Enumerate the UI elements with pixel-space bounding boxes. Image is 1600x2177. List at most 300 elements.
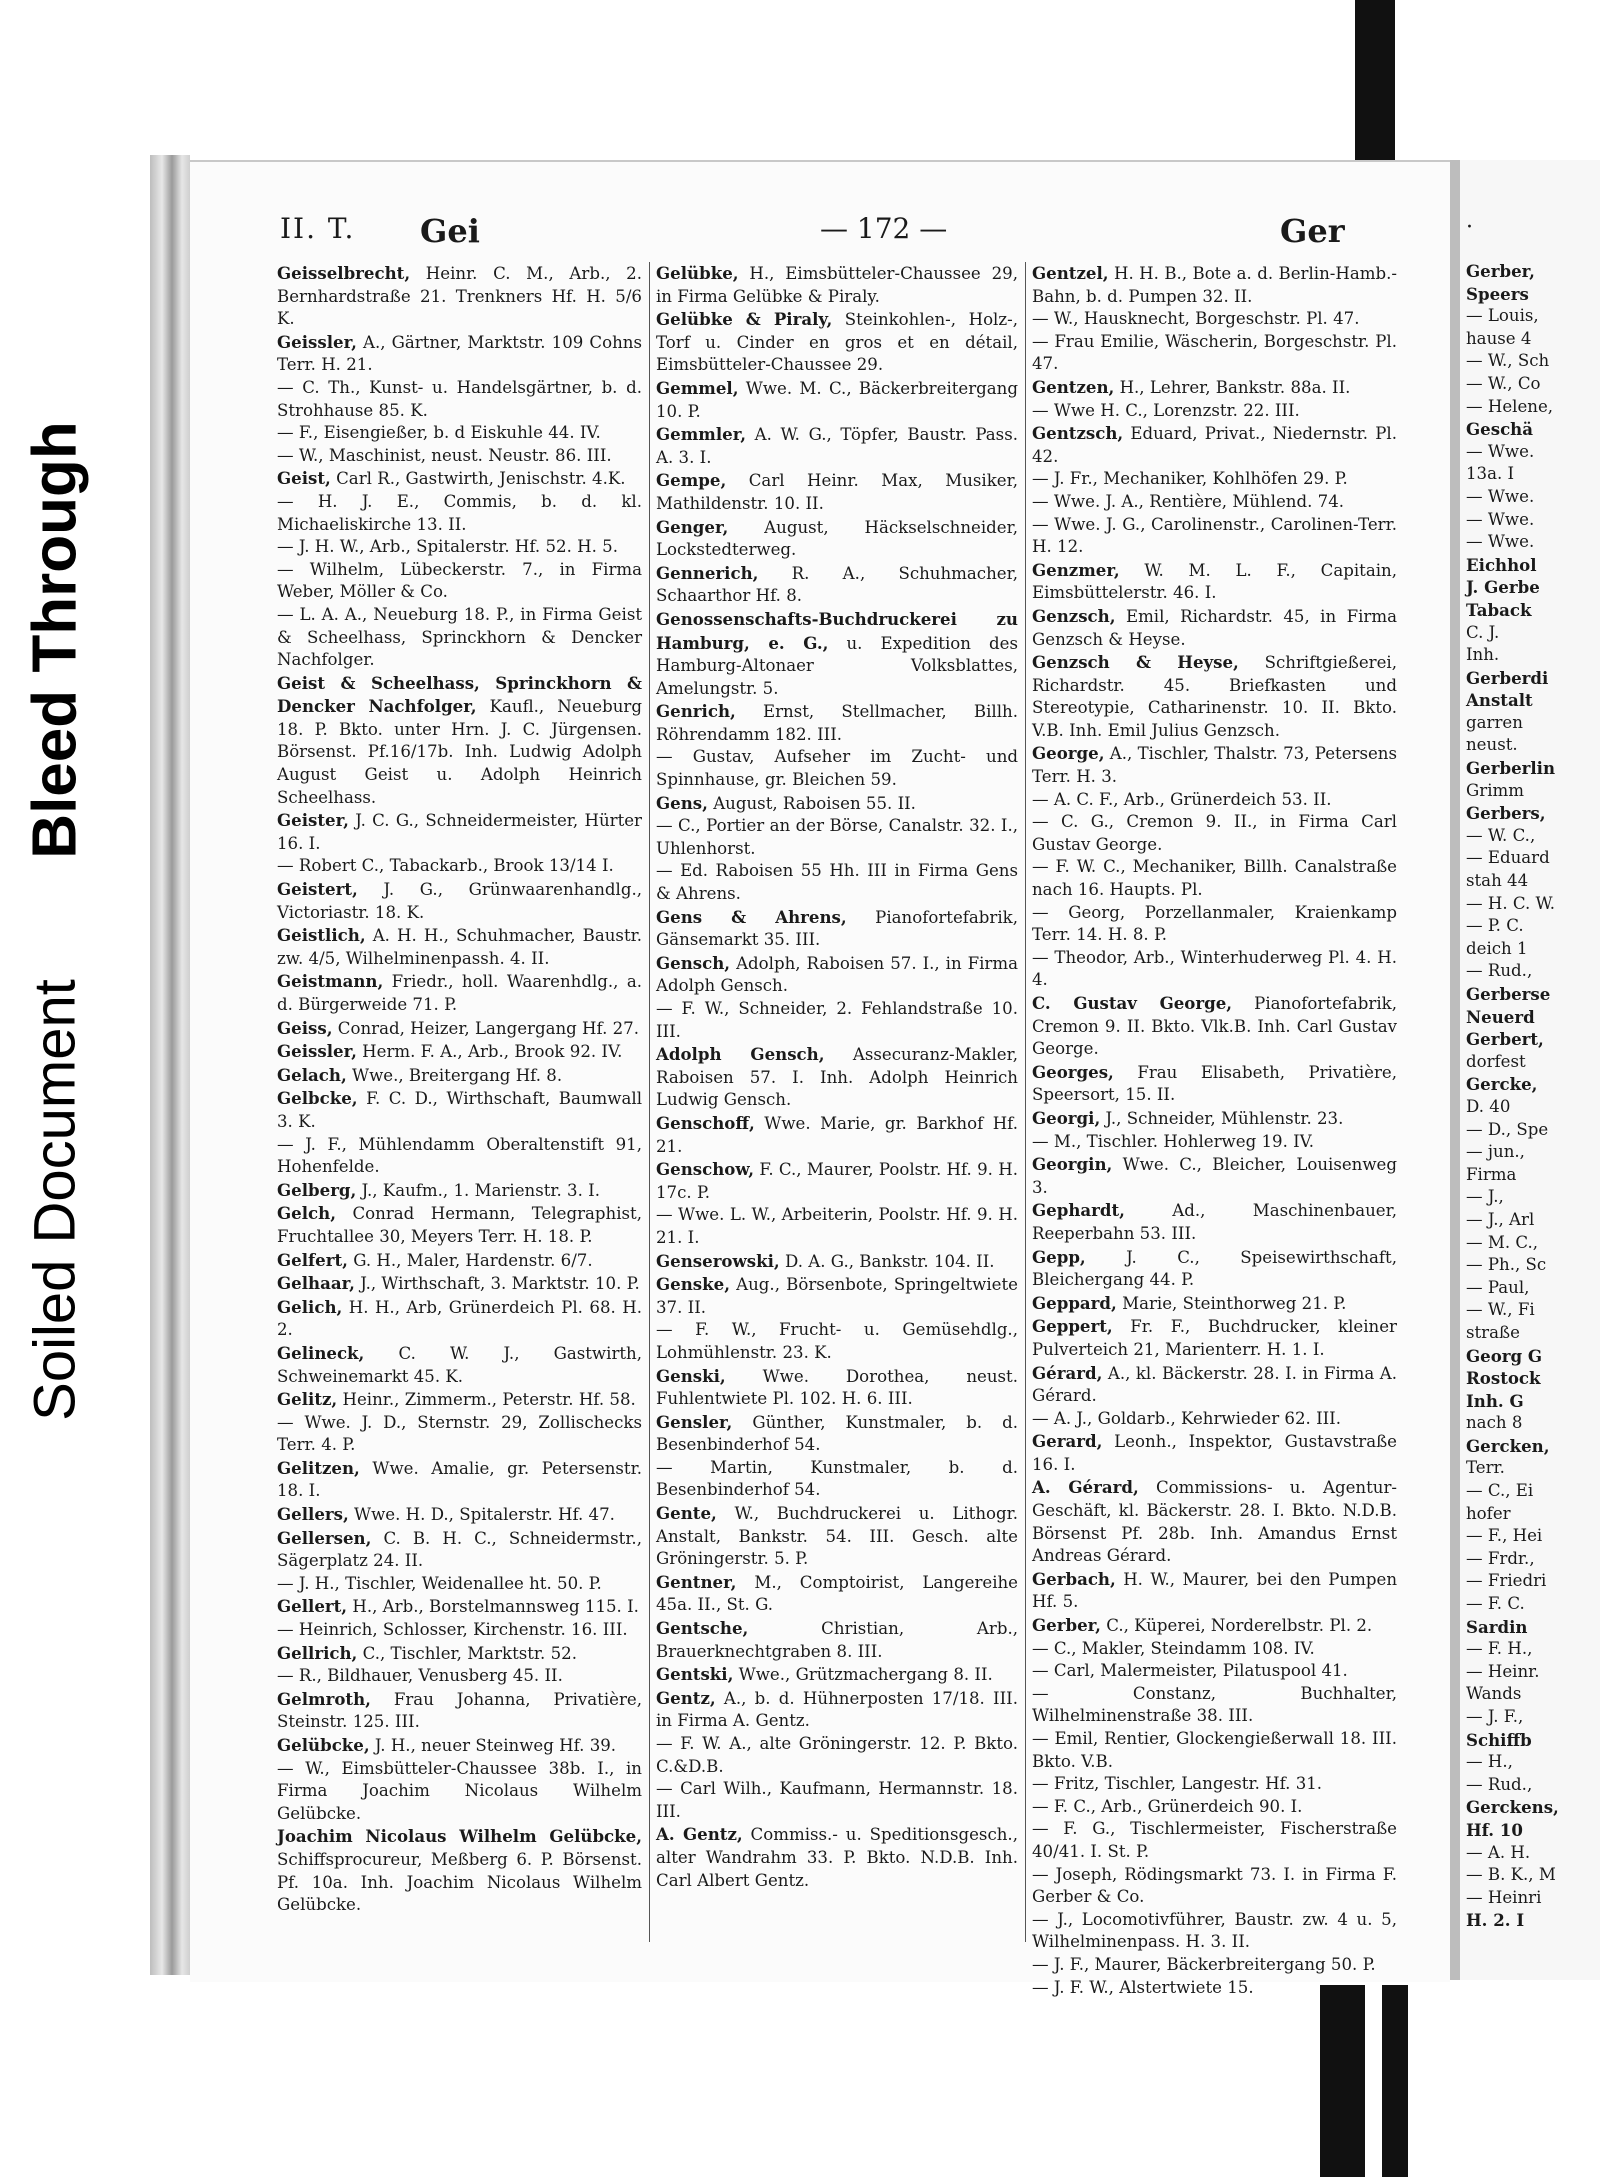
right-page-line: Gerberdi [1466,667,1549,688]
entry-details: — F. W., Schneider, 2. Fehlandstraße 10. III. [656,999,1018,1041]
directory-entry [277,377,642,422]
entry-details: Adolph, Raboisen 57. I., in Firma Adolph Gensch. [656,953,1018,996]
entry-details: — A. J., Goldarb., Kehrwieder 62. III. [1032,1408,1342,1428]
entry-name: Gerber, [1032,1615,1101,1636]
side-stamp-area [0,0,110,2177]
entry-details: Friedr., holl. Waarenhdlg., a. d. Bürgerweide 71. P. [277,972,642,1014]
directory-entry [277,536,642,559]
entry-details: Wwe. Marie, gr. Barkhof Hf. 21. [656,1113,1018,1156]
right-page-line: Gerberse [1466,984,1551,1004]
entry-details: J., Wirthschaft, 3. Marktstr. 10. P. [360,1274,640,1294]
entry-details: Leonh., Inspektor, Gustavstraße 16. I. [1032,1432,1397,1474]
right-page-line: Neuerd [1466,1006,1535,1027]
entry-details: — J., Locomotivführer, Baustr. zw. 4 u. 5, Wilhelminenpass. H. 3. II. [1032,1909,1397,1952]
right-page-line: — D., Spe [1466,1119,1549,1139]
directory-entry [1032,1683,1397,1728]
directory-entry [277,1202,642,1248]
entry-name: Gelach, [277,1064,347,1085]
entry-details: C. W. J., Gastwirth, Schweinemarkt 45. K. [277,1343,643,1386]
right-page-line: dorfest [1466,1051,1526,1071]
directory-entry [1032,992,1397,1061]
directory-entry [656,1502,1018,1571]
directory-entry [1032,947,1397,992]
right-page-line: Anstalt [1466,690,1533,711]
entry-name: Gellers, [277,1504,349,1525]
right-page-line: Hf. 10 [1466,1819,1523,1840]
right-page-line: Geschä [1466,419,1533,440]
directory-entry [277,1342,642,1388]
right-page-column [1466,260,1600,1932]
directory-entry [656,860,1018,905]
right-page-line: Rostock [1466,1368,1541,1389]
directory-entry [1032,1773,1397,1796]
entry-details: — Emil, Rentier, Glockengießerwall 18. III. Bkto. V.B. [1032,1729,1397,1771]
entry-name: Gentzel, [1032,263,1109,283]
right-page-line: Gercken, [1466,1435,1550,1456]
directory-entry [277,1272,642,1296]
entry-name: Gelübcke, [277,1735,370,1755]
entry-details: — W., Hausknecht, Borgeschstr. Pl. 47. [1032,309,1360,329]
entry-name: Gelmroth, [277,1688,371,1709]
directory-entry [1032,1476,1397,1567]
binding-shadow-bottom [1320,1985,1365,2177]
right-page-line: — F. H., [1466,1639,1533,1659]
entry-name: Geist, [277,468,331,489]
entry-details: H. W., Maurer, bei den Pumpen Hf. 5. [1032,1569,1398,1612]
directory-entry [277,809,642,855]
entry-name: Gentsche, [656,1618,749,1639]
right-page-line: — Rud., [1466,1774,1533,1794]
right-page-line: Sardin [1466,1616,1528,1637]
right-page-line: Gerbert, [1466,1029,1544,1050]
entry-details: Ernst, Stellmacher, Billh. Röhrendamm 182. III. [656,702,1018,744]
entry-details: — Joseph, Rödingsmarkt 73. I. in Firma F. Gerber & Co. [1032,1864,1397,1907]
directory-entry [1032,856,1397,901]
entry-details: — Carl Wilh., Kaufmann, Hermannstr. 18. III. [656,1779,1018,1821]
entry-details: Wwe. Dorothea, neust. Fuhlentwiete Pl. 102. H. 6. III. [656,1366,1018,1409]
directory-entry [656,469,1018,515]
directory-entry [277,262,642,331]
directory-entry [277,1179,642,1203]
entry-details: H., Arb., Borstelmannsweg 115. I. [352,1597,639,1617]
right-page-line: Gerberlin [1466,758,1556,779]
directory-entry [277,970,642,1016]
entry-name: Gérard, [1032,1362,1103,1383]
entry-details: Günther, Kunstmaler, b. d. Besenbinderhof 54. [656,1412,1018,1455]
directory-entry [656,1204,1018,1249]
directory-entry [1032,1728,1397,1773]
page-number: — 172 — [820,212,948,245]
directory-entry [656,1158,1018,1204]
directory-entry [656,516,1018,562]
entry-details: H. H. B., Bote a. d. Berlin-Hamb.-Bahn, b. d. Pumpen 32. II. [1032,264,1397,306]
entry-details: Eduard, Privat., Niedernstr. Pl. 42. [1032,424,1397,466]
right-page-line: H. 2. I [1466,1910,1525,1931]
directory-entry [277,1825,642,1916]
directory-entry [1032,1864,1397,1909]
directory-entry [656,1319,1018,1364]
entry-details: Marie, Steinthorweg 21. P. [1122,1293,1347,1313]
entry-details: Herm. F. A., Arb., Brook 92. IV. [362,1042,623,1062]
directory-entry [656,1778,1018,1823]
entry-name: Geister, [277,810,349,831]
directory-entry [277,1688,642,1734]
directory-entry [656,608,1018,700]
entry-details: u. Expedition des Hamburg-Altonaer Volksblattes, Amelungstr. 5. [656,633,1018,698]
entry-name: Gellersen, [277,1527,372,1548]
right-page-line: Terr. [1466,1458,1505,1478]
entry-name: Gentz, [656,1687,716,1708]
right-page-line: Taback [1466,599,1532,620]
entry-details: — F. W., Frucht- u. Gemüsehdlg., Lohmühlenstr. 23. K. [656,1320,1018,1362]
entry-name: Georges, [1032,1061,1114,1082]
entry-details: — F., Eisengießer, b. d Eiskuhle 44. IV. [277,423,601,443]
entry-name: Gentner, [656,1571,737,1592]
entry-name: Gelbcke, [277,1088,358,1109]
right-page-line: — F. C. [1466,1594,1525,1614]
directory-entry [277,445,642,468]
directory-entry [656,1571,1018,1617]
directory-entry [656,562,1018,608]
right-page-line: Eichhol [1466,554,1537,575]
directory-entry [277,1457,642,1503]
entry-name: Genserowski, [656,1250,780,1271]
binding-shadow-bottom-2 [1382,1985,1408,2177]
entry-details: — Georg, Porzellanmaler, Kraienkamp Terr. 14. H. 8. P. [1032,902,1397,945]
entry-name: Gentzsch, [1032,423,1124,444]
directory-entry [1032,559,1397,605]
right-page-line: — Wwe. [1466,509,1535,529]
entry-name: Gephardt, [1032,1200,1125,1221]
right-page-line: — C., Ei [1466,1481,1534,1501]
entry-name: Gerbach, [1032,1568,1116,1589]
directory-entry [1032,651,1397,742]
directory-entry [1032,1614,1397,1638]
directory-entry [656,998,1018,1043]
entry-details: — F. W. A., alte Gröningerstr. 12. P. Bkto. C.&D.B. [656,1734,1018,1776]
entry-details: G. H., Maler, Hardenstr. 6/7. [353,1250,593,1270]
entry-details: Conrad, Heizer, Langergang Hf. 27. [337,1018,640,1038]
entry-details: J. C., Speisewirthschaft, Bleichergang 44. P. [1032,1247,1397,1290]
bleed-through-stamp: Bleed Through [20,421,90,859]
directory-entry [656,700,1018,746]
entry-name: Gempe, [656,470,727,491]
right-page-line: — W., Co [1466,373,1541,393]
directory-entry [277,604,642,672]
directory-entry [656,423,1018,469]
entry-name: George, [1032,743,1105,764]
entry-details: — F. G., Tischlermeister, Fischerstraße 40/41. I. St. P. [1032,1819,1397,1861]
entry-details: — L. A. A., Neueburg 18. P., in Firma Geist & Scheelhass, Sprinckhorn & Dencker Nachfolger. [277,604,642,670]
directory-entry [277,1527,642,1573]
right-page-line: — P. C. [1466,916,1524,936]
entry-name: Gelitzen, [277,1457,360,1478]
entry-details: Kaufl., Neueburg 18. P. Bkto. unter Hrn. J. C. Jürgensen. Börsenst. Pf.16/17b. Inh. Ludwig Adolph August Geist u. Adolph Heinrich Scheelhass. [277,697,642,807]
right-page-line: — Rud., [1466,961,1533,981]
entry-details: — A. C. F., Arb., Grünerdeich 53. II. [1032,789,1332,809]
directory-entry [277,924,642,970]
entry-name: Gelübke, [656,263,739,283]
directory-entry [277,1040,642,1064]
right-page-line: Gerber, [1466,261,1535,281]
directory-entry [656,746,1018,791]
directory-entry [277,467,642,491]
entry-name: Genossenschafts-Buchdruckerei zu Hamburg, e. G., [656,608,1018,653]
directory-entry [656,1043,1018,1112]
right-page-line: Schiffb [1466,1729,1532,1750]
entry-details: — C. G., Cremon 9. II., in Firma Carl Gustav George. [1032,812,1397,854]
entry-name: Gens, [656,792,708,813]
directory-entry [277,1595,642,1619]
binding-shadow-top [1355,0,1395,160]
right-page-line: — jun., [1466,1142,1525,1162]
right-page-line: Grimm [1466,780,1524,800]
directory-entry [1032,491,1397,514]
entry-details: A., Tischler, Thalstr. 73, Petersens Terr. H. 3. [1032,744,1397,787]
entry-details: — Martin, Kunstmaler, b. d. Besenbinderhof 54. [656,1457,1018,1500]
entry-details: — M., Tischler. Hohlerweg 19. IV. [1032,1131,1315,1151]
directory-entry [277,1412,642,1457]
entry-name: A. Gérard, [1032,1477,1139,1498]
right-page-line: Georg G [1466,1345,1543,1366]
directory-entry [656,1112,1018,1158]
right-page-line: hofer [1466,1503,1511,1523]
right-page-line: deich 1 [1466,938,1528,958]
directory-entry [656,1663,1018,1687]
entry-details: Schiffsprocureur, Meßberg 6. P. Börsenst. Pf. 10a. Inh. Joachim Nicolaus Wilhelm Gelübcke. [277,1849,642,1915]
directory-entry [1032,400,1397,423]
directory-entry [1032,1107,1397,1131]
entry-details: J. G., Grünwaarenhandlg., Victoriastr. 18. K. [277,880,642,922]
entry-details: — Wwe. J. A., Rentière, Mühlend. 74. [1032,491,1345,511]
entry-details: — Frau Emilie, Wäscherin, Borgeschstr. Pl. 47. [1032,331,1397,374]
directory-entry [1032,1909,1397,1954]
entry-details: — Wwe. J. D., Sternstr. 29, Zollischecks Terr. 4. P. [277,1412,642,1455]
directory-entry [277,1388,642,1412]
entry-details: Assecuranz-Makler, Raboisen 57. I. Inh. Adolph Heinrich Ludwig Gensch. [656,1045,1019,1110]
directory-entry [1032,902,1397,947]
entry-name: Gelfert, [277,1249,348,1270]
column-2 [656,262,1018,1892]
entry-details: Wwe. M. C., Bäckerbreitergang 10. P. [656,378,1018,421]
entry-details: — F. W. C., Mechaniker, Billh. Canalstraße nach 16. Haupts. Pl. [1032,857,1397,900]
column-1 [277,262,642,1917]
entry-details: Heinr. C. M., Arb., 2. Bernhardstraße 21. Trenkners Hf. H. 5/6 K. [277,264,642,329]
entry-details: — H. J. E., Commis, b. d. kl. Michaeliskirche 13. II. [277,491,642,534]
entry-details: F. C. D., Wirthschaft, Baumwall 3. K. [277,1089,643,1131]
right-page-line: — H. C. W. [1466,893,1555,913]
directory-entry [277,1087,642,1133]
header-right-word: Ger [1280,212,1345,250]
entry-name: Gentski, [656,1664,734,1685]
entry-details: A. H. H., Schuhmacher, Baustr. zw. 4/5, Wilhelminenpassh. 4. II. [277,926,643,968]
right-page-line: — J. F., [1466,1707,1524,1726]
entry-name: C. Gustav George, [1032,993,1233,1013]
book-spine [1450,160,1460,1980]
right-page-line: — Friedri [1466,1571,1547,1591]
entry-name: Gelhaar, [277,1273,355,1294]
entry-details: Conrad Hermann, Telegraphist, Fruchtallee 30, Meyers Terr. H. 18. P. [277,1204,642,1246]
entry-details: D. A. G., Bankstr. 104. II. [785,1251,995,1271]
entry-details: C. B. H. C., Schneidermstr., Sägerplatz 24. II. [277,1528,642,1571]
right-page-line: — Heinri [1466,1887,1542,1907]
entry-details: — J. F., Mühlendamm Oberaltenstift 91, Hohenfelde. [277,1134,642,1177]
entry-details: A. W. G., Töpfer, Baustr. Pass. A. 3. I. [656,425,1018,467]
entry-details: M., Comptoirist, Langereihe 45a. II., St. G. [656,1572,1019,1615]
right-page-line: nach 8 [1466,1413,1523,1433]
right-page-line: Speers [1466,283,1529,304]
directory-entry [277,1064,642,1088]
entry-name: Gentzen, [1032,376,1115,397]
right-page-line: Inh. [1466,645,1500,665]
entry-details: — J. H., Tischler, Weidenallee ht. 50. P. [277,1573,602,1593]
entry-details: R. A., Schuhmacher, Schaarthor Hf. 8. [656,563,1018,606]
entry-name: Gepp, [1032,1246,1086,1267]
entry-name: Geissler, [277,1041,357,1062]
right-page-line: — Ph., Sc [1466,1255,1547,1275]
directory-entry [656,262,1018,308]
column-3 [1032,262,1397,1999]
entry-details: — Wilhelm, Lübeckerstr. 7., in Firma Weber, Möller & Co. [277,559,642,602]
directory-entry [277,331,642,377]
directory-entry [1032,1315,1397,1361]
page-header [280,212,1430,252]
entry-details: August, Häckselschneider, Lockstedterweg. [656,517,1018,560]
entry-name: Gensler, [656,1411,733,1432]
directory-entry [1032,422,1397,468]
entry-details: — Heinrich, Schlosser, Kirchenstr. 16. III. [277,1620,628,1640]
entry-details: H., Lehrer, Bankstr. 88a. II. [1119,377,1351,397]
right-page-line: — J., Arl [1466,1209,1535,1229]
entry-details: — Fritz, Tischler, Langestr. Hf. 31. [1032,1774,1323,1794]
right-page-line: 13a. I [1466,464,1515,484]
directory-entry [656,1411,1018,1457]
right-page-line: stah 44 [1466,871,1529,891]
right-page-line: neust. [1466,735,1518,755]
directory-entry [656,308,1018,377]
entry-details: F. C., Maurer, Poolstr. Hf. 9. H. 17c. P. [656,1160,1018,1202]
column-rule [1025,262,1026,1942]
entry-details: Pianofortefabrik, Gänsemarkt 35. III. [656,907,1018,950]
directory-entry [1032,468,1397,491]
directory-entry [277,1665,642,1688]
entry-name: Geissler, [277,331,357,352]
entry-name: Genger, [656,516,729,537]
entry-name: Geistmann, [277,971,384,992]
entry-details: August, Raboisen 55. II. [713,793,916,813]
directory-entry [277,559,642,604]
directory-entry [1032,1362,1397,1408]
entry-name: Gelübke & Piraly, [656,309,833,330]
entry-name: Gerard, [1032,1431,1103,1452]
entry-details: Steinkohlen-, Holz-, Torf u. Cinder en gros et en détail, Eimsbütteler-Chaussee 29. [656,310,1018,375]
entry-details: — C., Makler, Steindamm 108. IV. [1032,1638,1315,1658]
entry-name: Geistert, [277,879,358,900]
right-page-line: Gerbers, [1466,803,1546,824]
directory-entry [656,1823,1018,1892]
right-page-line: — W., Fi [1466,1300,1535,1320]
right-page-line: — Louis, [1466,306,1539,326]
directory-page [190,160,1450,1997]
directory-entry [1032,1660,1397,1683]
directory-entry [1032,308,1397,331]
directory-entry [656,1733,1018,1778]
directory-entry [277,1758,642,1826]
entry-name: Joachim Nicolaus Wilhelm Gelübcke, [277,1826,642,1847]
right-page-line: garren [1466,712,1523,732]
directory-entry [656,792,1018,816]
directory-entry [656,1457,1018,1502]
right-page-line: — Paul, [1466,1277,1530,1297]
right-page-line: — Heinr. [1466,1661,1540,1681]
entry-details: W. M. L. F., Capitain, Eimsbüttelerstr. 46. I. [1032,560,1397,603]
entry-details: — Ed. Raboisen 55 Hh. III in Firma Gens & Ahrens. [656,861,1018,904]
directory-entry [1032,1977,1397,2000]
soiled-document-stamp: Soiled Document [22,979,88,1421]
directory-entry [277,1573,642,1596]
directory-entry [1032,1408,1397,1431]
directory-entry [1032,605,1397,651]
entry-details: Ad., Maschinenbauer, Reeperbahn 53. III. [1032,1201,1397,1243]
entry-name: Geppert, [1032,1316,1113,1337]
right-page-header: · [1466,215,1473,240]
directory-entry [1032,1796,1397,1819]
entry-details: J., Schneider, Mühlenstr. 23. [1105,1108,1344,1128]
entry-name: Gelich, [277,1296,343,1317]
entry-name: Gellrich, [277,1642,358,1663]
directory-entry [656,952,1018,998]
directory-entry [656,1273,1018,1319]
right-page-line: Gerckens, [1466,1797,1559,1818]
directory-entry [277,1017,642,1041]
directory-entry [277,422,642,445]
entry-name: Georgin, [1032,1154,1113,1175]
right-page-line: hause 4 [1466,328,1532,348]
entry-name: Genzmer, [1032,559,1120,580]
right-page-line: straße [1466,1322,1520,1342]
right-page-fragment [1460,160,1600,1980]
entry-details: Christian, Arb., Brauerknechtgraben 8. III. [656,1619,1018,1661]
directory-entry [1032,1818,1397,1863]
entry-name: Georgi, [1032,1107,1101,1128]
entry-details: Heinr., Zimmerm., Peterstr. Hf. 58. [342,1390,636,1410]
directory-entry [656,906,1018,952]
entry-details: Carl R., Gastwirth, Jenischstr. 4.K. [336,469,626,489]
entry-details: — J. H. W., Arb., Spitalerstr. Hf. 52. H. 5. [277,537,618,557]
right-page-line: — Wwe. [1466,532,1535,552]
directory-entry [277,1503,642,1527]
entry-name: A. Gentz, [656,1824,743,1845]
entry-details: Wwe., Grützmachergang 8. II. [738,1665,993,1685]
directory-entry [656,377,1018,423]
directory-entry [1032,262,1397,308]
entry-details: — J. Fr., Mechaniker, Kohlhöfen 29. P. [1032,469,1348,489]
entry-details: Wwe. Amalie, gr. Petersenstr. 18. I. [277,1458,642,1501]
entry-name: Gemmel, [656,377,739,398]
directory-entry [1032,1153,1397,1199]
directory-entry [277,1134,642,1179]
directory-entry [277,1619,642,1642]
entry-name: Gennerich, [656,562,759,583]
entry-details: — C., Portier an der Börse, Canalstr. 32. I., Uhlenhorst. [656,816,1018,858]
entry-details: — C. Th., Kunst- u. Handelsgärtner, b. d. Strohhause 85. K. [277,377,642,420]
directory-entry [277,491,642,536]
right-page-line: — W. C., [1466,825,1536,845]
entry-name: Gelitz, [277,1389,338,1410]
entry-details: Wwe., Breitergang Hf. 8. [352,1065,563,1085]
right-page-line: C. J. [1466,622,1500,642]
right-page-line: — Wwe. [1466,486,1535,506]
